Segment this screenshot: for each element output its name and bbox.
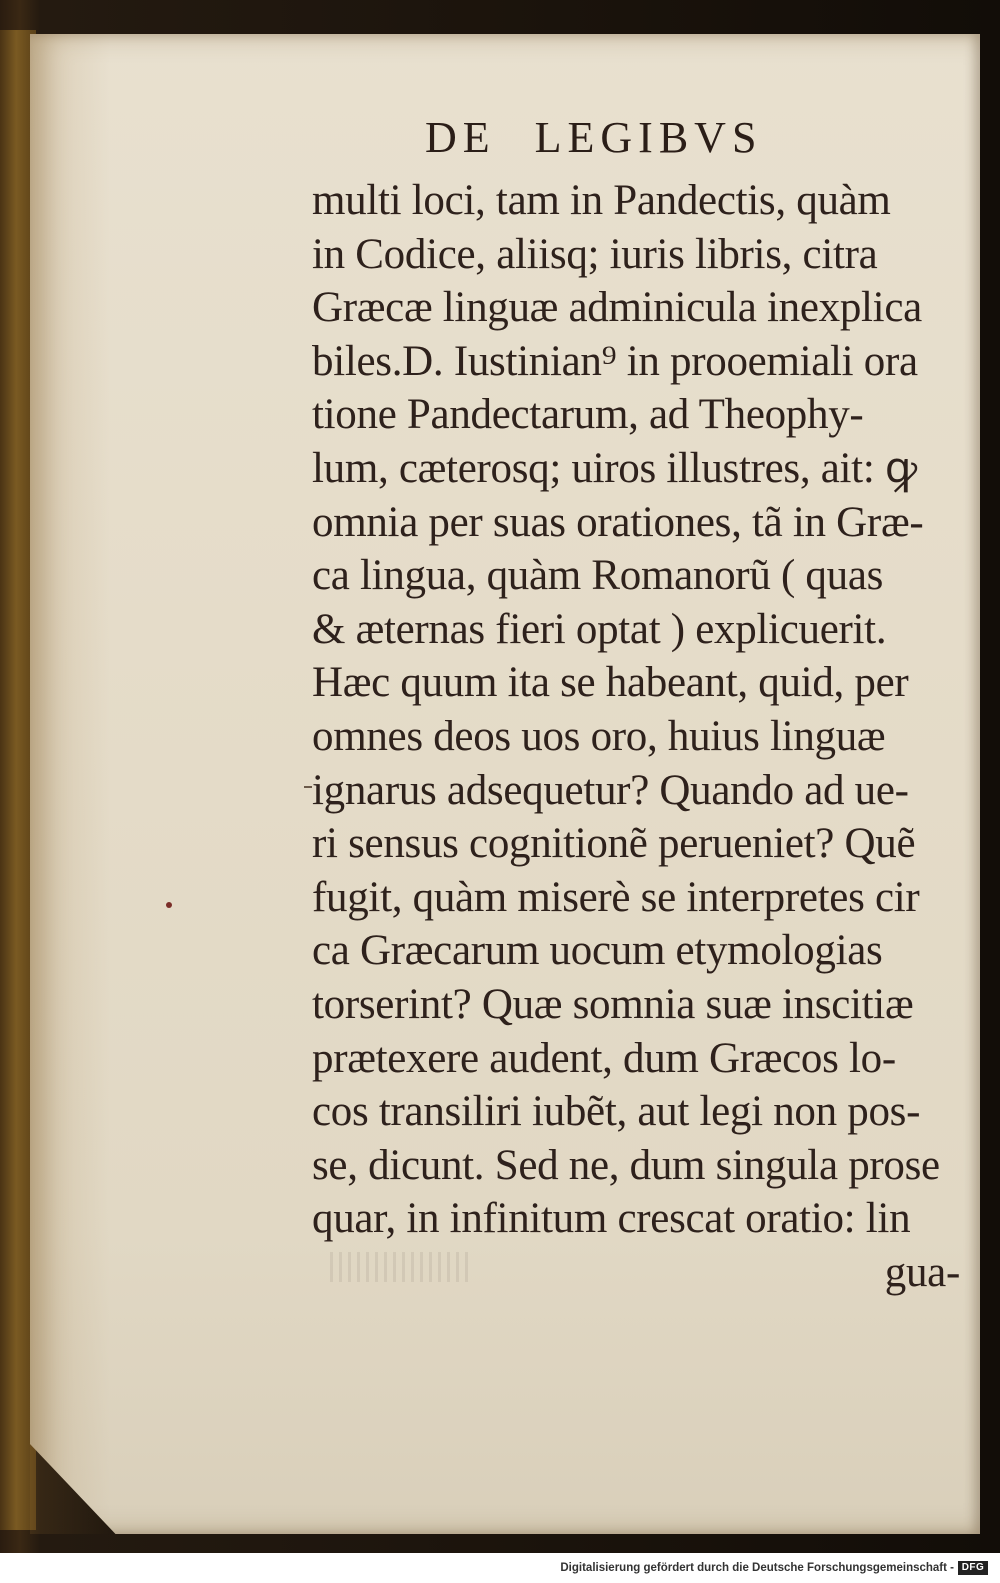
text-line: se, dicunt. Sed ne, dum singula prose [312,1141,940,1189]
funding-credit: Digitalisierung gefördert durch die Deutsche Forschungsgemeinschaft - [560,1562,954,1574]
margin-mark [304,786,312,788]
text-line: biles.D. Iustinian⁹ in prooemiali ora [312,337,918,385]
text-line: in Codice, aliisq; iuris libris, citra [312,230,878,278]
text-line: quar, in infinitum crescat oratio: lin [312,1195,911,1243]
running-head: DE LEGIBVS [425,113,763,162]
text-line: omnia per suas orationes, tã in Græ- [312,498,924,546]
text-line: & æternas fieri optat ) explicuerit. [312,605,887,653]
text-line: ca Græcarum uocum etymologias [312,927,883,975]
text-line: omnes deos uos oro, huius linguæ [312,712,886,760]
show-through-text [330,1252,470,1282]
text-line: fugit, quàm miserè se interpretes cir [312,873,920,921]
text-line: prætexere audent, dum Græcos lo- [312,1034,896,1082]
text-line: ignarus adsequetur? Quando ad ue- [312,766,909,814]
dfg-logo: DFG [958,1561,988,1575]
text-line: ca lingua, quàm Romanorũ ( quas [312,552,884,600]
text-line: Hæc quum ita se habeant, quid, per [312,659,909,707]
text-line: tione Pandectarum, ad Theophy- [312,391,864,439]
catchword: gua- [884,1248,960,1296]
ink-spot [166,902,172,908]
page-body-text [312,174,962,1299]
text-line: Græcæ linguæ adminicula inexplica [312,284,922,332]
text-line: lum, cæterosq; uiros illustres, ait: ꝙ [312,444,917,492]
text-line: cos transiliri iubẽt, aut legi non pos- [312,1088,921,1136]
text-line: torserint? Quæ somnia suæ inscitiæ [312,980,914,1028]
text-line: ri sensus cognitionẽ perueniet? Quẽ [312,820,916,868]
text-line: multi loci, tam in Pandectis, quàm [312,177,891,224]
